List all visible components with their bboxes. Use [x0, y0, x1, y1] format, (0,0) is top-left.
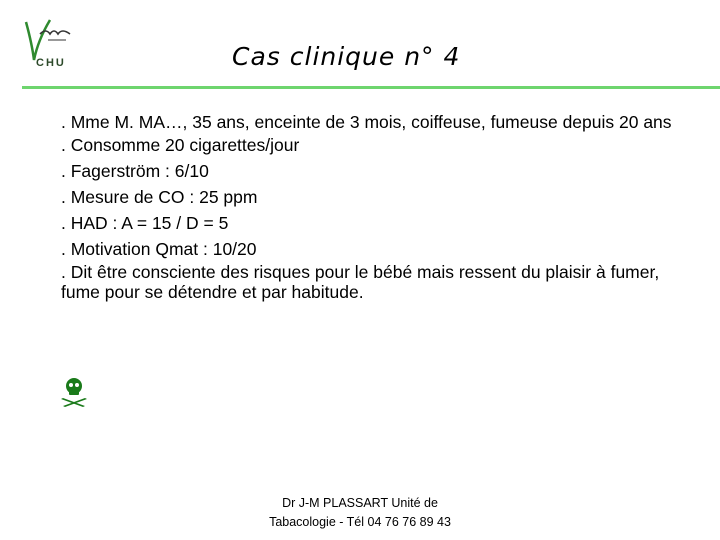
- case-line: . Motivation Qmat : 10/20: [61, 239, 257, 259]
- case-details: [61, 112, 681, 302]
- skull-crossbones-icon: [61, 377, 87, 407]
- footer-line: Tabacologie - Tél 04 76 76 89 43: [269, 515, 451, 529]
- footer-credit: [200, 494, 520, 532]
- case-line: . Mme M. MA…, 35 ans, enceinte de 3 mois, coiffeuse, fumeuse depuis 20 ans: [61, 112, 672, 132]
- page-title: Cas clinique n° 4: [232, 42, 461, 71]
- logo-text: CHU: [36, 57, 66, 69]
- case-line: . Consomme 20 cigarettes/jour: [61, 135, 300, 155]
- case-line: . Dit être consciente des risques pour le bébé mais ressent du plaisir à fumer, fume pour se détendre et par habitude.: [61, 262, 660, 302]
- case-line: . HAD : A = 15 / D = 5: [61, 213, 229, 233]
- footer-line: Dr J-M PLASSART Unité de: [282, 496, 438, 510]
- title-divider: [22, 86, 720, 89]
- case-line: . Mesure de CO : 25 ppm: [61, 187, 258, 207]
- case-line: . Fagerström : 6/10: [61, 161, 209, 181]
